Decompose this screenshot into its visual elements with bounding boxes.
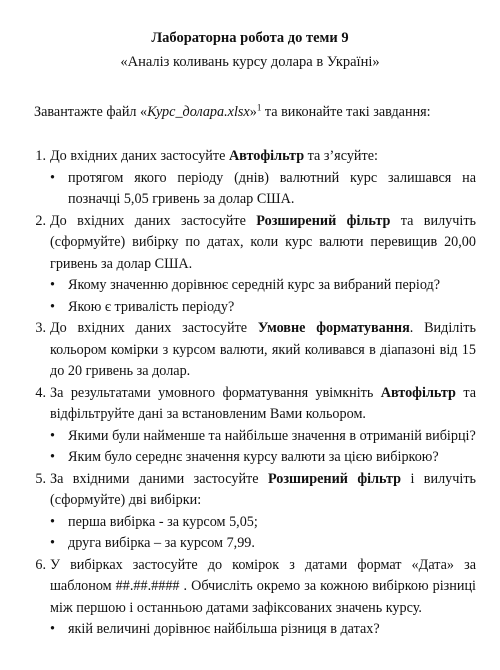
document-subtitle: «Аналіз коливань курсу долара в Україні»	[120, 54, 380, 70]
document-title: Лабораторна робота до теми 9	[151, 30, 349, 46]
bullet-text: Яким було середнє значення курсу валюти за цією вибіркою?	[68, 449, 439, 465]
bullet-icon: •	[50, 277, 55, 293]
task-text-tail: та вилучіть (сформуйте) вибірку по датах, коли курс валюти перевищив 20,00 гривень за долар США.	[50, 212, 477, 272]
task-text: До вхідних даних застосуйте	[50, 320, 258, 336]
bullet-icon: •	[50, 449, 55, 465]
task-text: До вхідних даних застосуйте	[50, 148, 229, 164]
bullet-icon: •	[50, 298, 55, 315]
task-text-tail: та відфільтруйте дані за встановленим Вами кольором.	[50, 384, 476, 422]
bullet-icon: •	[50, 513, 55, 530]
task-bullet	[20, 297, 476, 319]
bullet-text: протягом якого періоду (днів) валютний курс залишався на позначці 5,05 гривень за долар США.	[68, 169, 476, 207]
task-text: До вхідних даних застосуйте	[50, 212, 257, 229]
bullet-text: Якими були найменше та найбільше значення в отриманій вибірці?	[68, 427, 476, 444]
task-item	[20, 469, 476, 512]
task-text: За вхідними даними застосуйте	[50, 470, 268, 487]
task-bullet	[20, 426, 476, 448]
bullet-icon: •	[50, 535, 55, 551]
filename: Курс_долара.xlsx	[147, 104, 250, 120]
bullet-icon: •	[50, 427, 55, 444]
bullet-text: Якою є тривалість періоду?	[68, 298, 235, 315]
task-item	[20, 555, 476, 620]
task-text: За результатами умовного форматування увімкніть	[50, 384, 381, 401]
task-number: 2.	[35, 212, 46, 229]
task-item	[20, 146, 476, 168]
bullet-text: друга вибірка – за курсом 7,99.	[68, 535, 255, 551]
task-text-tail: та з’ясуйте:	[304, 148, 378, 164]
task-item	[20, 318, 476, 383]
bullet-text: якій величині дорівнює найбільша різниця в датах?	[68, 621, 380, 637]
task-list	[20, 146, 476, 641]
bullet-text: Якому значенню дорівнює середній курс за вибраний період?	[68, 277, 441, 293]
bullet-icon: •	[50, 621, 55, 637]
task-bullet	[20, 275, 476, 297]
task-number: 1.	[35, 148, 46, 164]
task-bullet	[20, 619, 476, 641]
intro-rest: та виконайте такі завдання:	[261, 104, 431, 120]
task-number: 6.	[35, 556, 46, 573]
task-bullet	[20, 168, 476, 211]
task-keyword: Розширений фільтр	[256, 212, 391, 229]
task-number: 4.	[35, 384, 46, 401]
task-item	[20, 211, 476, 276]
task-bullet	[20, 512, 476, 534]
intro-suffix: »	[249, 104, 257, 120]
task-bullet	[20, 447, 476, 469]
task-keyword: Автофільтр	[228, 148, 305, 164]
bullet-icon: •	[50, 169, 55, 186]
task-number: 3.	[35, 320, 46, 336]
task-keyword: Автофільтр	[380, 384, 456, 401]
intro-prefix: Завантажте файл «	[34, 104, 148, 120]
task-item	[20, 383, 476, 426]
task-text: У вибірках застосуйте до комірок з датами формат «Дата» за шаблоном ##.##.#### . Обчисліть окремо за кожною вибіркою різниці між першою і останньою датами зафіксованих значень курсу.	[50, 556, 476, 616]
task-bullet	[20, 533, 476, 555]
footnote-mark: 1	[256, 102, 262, 113]
intro-paragraph	[34, 104, 474, 121]
task-text-tail: . Виділіть кольором комірки з курсом валюти, який коливався в діапазоні від 15 до 20 гривень за долар.	[50, 320, 476, 379]
task-keyword: Розширений фільтр	[267, 470, 402, 487]
task-text-tail: і вилучіть (сформуйте) дві вибірки:	[50, 470, 477, 508]
task-keyword: Умовне форматування	[257, 320, 410, 336]
bullet-text: перша вибірка - за курсом 5,05;	[68, 513, 258, 530]
task-number: 5.	[35, 470, 46, 487]
